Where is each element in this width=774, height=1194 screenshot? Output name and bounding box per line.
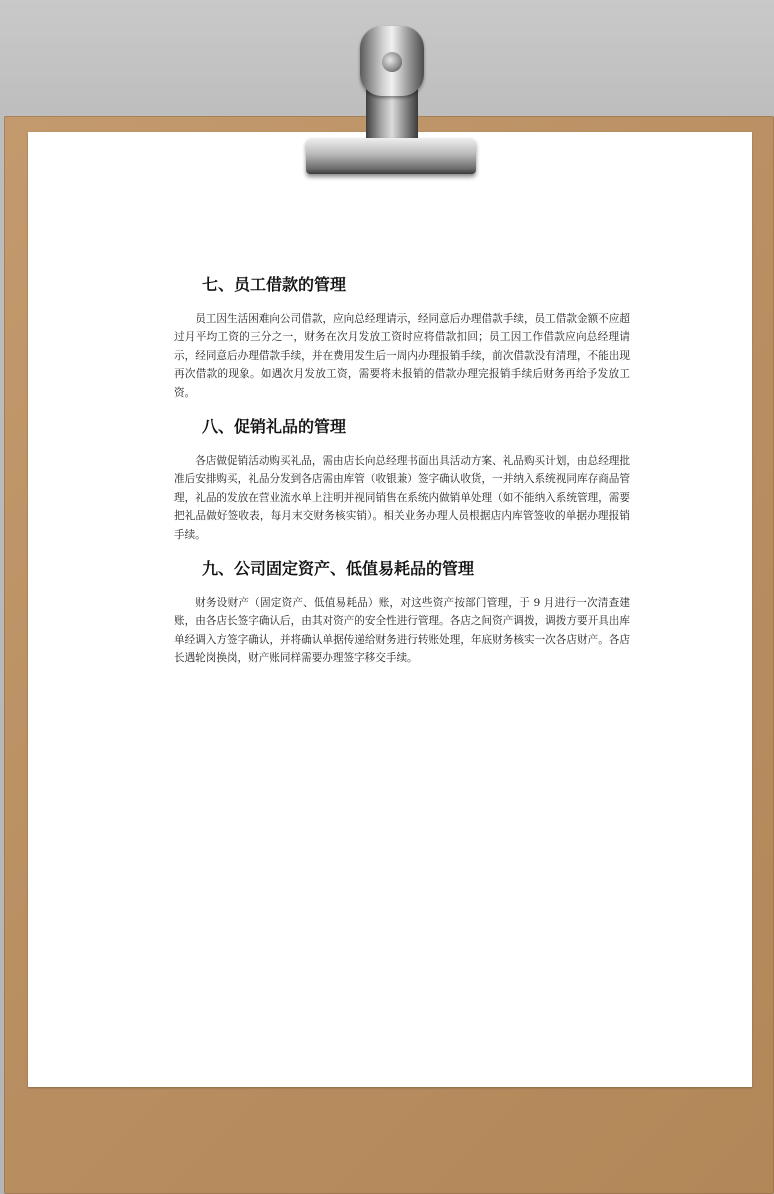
- paper-sheet: [28, 132, 752, 1087]
- section-title-fixed-assets: 九、公司固定资产、低值易耗品的管理: [202, 559, 475, 578]
- clip-ring: [360, 26, 424, 96]
- section-body-fixed-assets: 财务设财产（固定资产、低值易耗品）账，对这些资产按部门管理，于 9 月进行一次清查建账，由各店长签字确认后，由其对资产的安全性进行管理。各店之间资产调拨，调拨方要开具出库单经调入方签字确认，并将确认单据传递给财务进行转账处理，年底财务核实一次各店财产。各店长遇轮岗换岗，财产账同样需要办理签字移交手续。: [174, 597, 630, 665]
- section-body-promotional-gifts: 各店做促销活动购买礼品，需由店长向总经理书面出具活动方案、礼品购买计划，由总经理批准后安排购买，礼品分发到各店需由库管（收银兼）签字确认收货，一并纳入系统视同库存商品管理，礼品的发放在营业流水单上注明并视同销售在系统内做销单处理（如不能纳入系统管理，需要把礼品做好签收表，每月末交财务核实销）。相关业务办理人员根据店内库管签收的单据办理报销手续。: [174, 455, 630, 541]
- document-content: [28, 132, 752, 1087]
- section-body-employee-loans: 员工因生活困难向公司借款，应向总经理请示，经同意后办理借款手续，员工借款金额不应超过月平均工资的三分之一，财务在次月发放工资时应将借款扣回；员工因工作借款应向总经理请示，经同意后办理借款手续，并在费用发生后一周内办理报销手续，前次借款没有清理，不能出现再次借款的现象。如遇次月发放工资，需要将未报销的借款办理完报销手续后财务再给予发放工资。: [174, 313, 630, 399]
- section-title-employee-loans: 七、员工借款的管理: [202, 275, 347, 294]
- binder-clip-icon: [306, 26, 476, 176]
- clip-hole: [382, 52, 402, 72]
- section-title-promotional-gifts: 八、促销礼品的管理: [202, 417, 347, 436]
- clip-base: [306, 138, 476, 174]
